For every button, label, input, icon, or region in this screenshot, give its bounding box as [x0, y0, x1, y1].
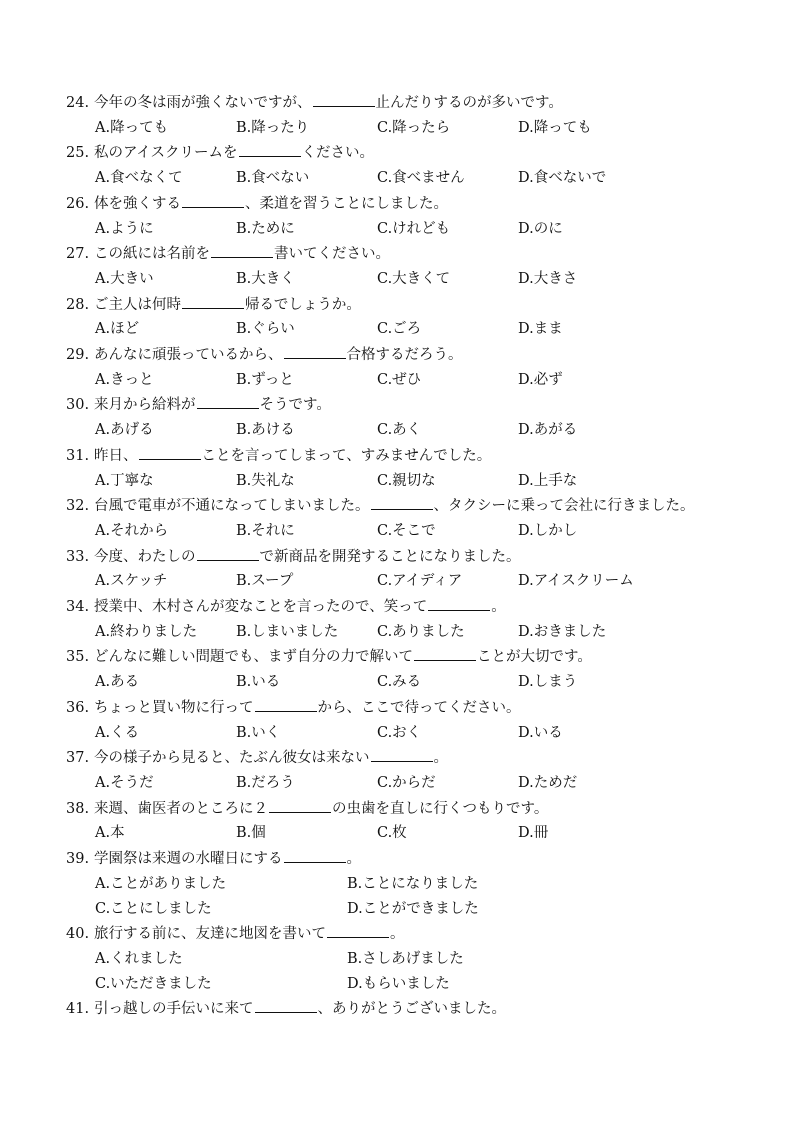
question-number: 27.	[66, 246, 90, 263]
question-number: 25.	[66, 145, 90, 162]
stem-text-after: 、柔道を習うことにしました。	[245, 195, 448, 212]
option-d: D.アイスクリーム	[518, 573, 634, 590]
question-number: 31.	[66, 447, 90, 464]
option-d: D.おきました	[518, 623, 607, 640]
options-row	[66, 418, 734, 443]
stem-text-after: そうです。	[259, 397, 331, 414]
question-40	[66, 921, 734, 996]
question-number: 29.	[66, 347, 90, 364]
options-row	[66, 972, 734, 997]
answer-blank	[211, 241, 273, 258]
question-38	[66, 796, 734, 846]
question-stem	[66, 392, 734, 418]
option-a: A.食べなくて	[95, 170, 183, 187]
option-d: D.もらいました	[347, 975, 450, 992]
answer-blank	[255, 996, 317, 1013]
option-d: D.のに	[518, 220, 563, 237]
option-a: A.そうだ	[95, 774, 154, 791]
question-stem	[66, 594, 734, 620]
option-d: D.降っても	[518, 119, 592, 136]
question-stem	[66, 544, 734, 570]
option-d: D.上手な	[518, 472, 578, 489]
options-row	[66, 519, 734, 544]
stem-text-after: 、タクシーに乗って会社に行きました。	[433, 498, 695, 515]
question-stem	[66, 493, 734, 519]
question-29	[66, 342, 734, 392]
stem-text-before: どんなに難しい問題でも、まず自分の力で解いて	[94, 649, 413, 666]
options-row	[66, 116, 734, 141]
options-row	[66, 897, 734, 922]
option-b: B.降ったり	[236, 119, 310, 136]
question-37	[66, 745, 734, 795]
options-row	[66, 821, 734, 846]
option-a: A.大きい	[95, 270, 154, 287]
stem-text-after: の虫歯を直しに行くつもりです。	[332, 800, 549, 817]
options-row	[66, 771, 734, 796]
question-number: 28.	[66, 296, 90, 313]
question-36	[66, 695, 734, 745]
option-d: D.食べないで	[518, 170, 607, 187]
option-b: B.ぐらい	[236, 321, 295, 338]
stem-text-after: 、ありがとうございました。	[317, 1001, 506, 1018]
option-a: A.くれました	[95, 950, 183, 967]
option-d: D.必ず	[518, 371, 563, 388]
option-a: A.本	[95, 825, 125, 842]
question-number: 32.	[66, 498, 90, 515]
answer-blank	[255, 695, 317, 712]
option-d: D.ことができました	[347, 900, 479, 917]
option-a: A.ある	[95, 674, 140, 691]
answer-blank	[139, 443, 201, 460]
answer-blank	[239, 140, 301, 157]
stem-text-after: 。	[433, 750, 448, 767]
question-31	[66, 443, 734, 493]
question-number: 34.	[66, 599, 90, 616]
options-row	[66, 267, 734, 292]
options-row	[66, 721, 734, 746]
question-number: 33.	[66, 548, 90, 565]
options-row	[66, 569, 734, 594]
answer-blank	[284, 342, 346, 359]
stem-text-after: ことが大切です。	[477, 649, 592, 666]
question-30	[66, 392, 734, 442]
option-a: A.くる	[95, 724, 140, 741]
stem-text-after: 書いてください。	[274, 246, 390, 263]
answer-blank	[197, 392, 259, 409]
option-a: A.きっと	[95, 371, 154, 388]
option-c: C.そこで	[377, 522, 436, 539]
question-stem	[66, 695, 734, 721]
option-b: B.ことになりました	[347, 875, 479, 892]
options-row	[66, 368, 734, 393]
option-b: B.しまいました	[236, 623, 339, 640]
question-39	[66, 846, 734, 921]
option-c: C.アイディア	[377, 573, 463, 590]
answer-blank	[428, 594, 490, 611]
option-c: C.からだ	[377, 774, 436, 791]
option-c: C.親切な	[377, 472, 436, 489]
stem-text-before: 今年の冬は雨が強くないですが、	[94, 95, 312, 111]
answer-blank	[197, 544, 259, 561]
option-c: C.ことにしました	[95, 900, 212, 917]
stem-text-after: ください。	[301, 145, 375, 162]
question-41	[66, 996, 734, 1022]
question-32	[66, 493, 734, 543]
stem-text-before: 台風で電車が不通になってしまいました。	[94, 498, 370, 515]
question-number: 26.	[66, 195, 90, 212]
stem-text-after: から、ここで待ってください。	[317, 699, 521, 716]
question-26	[66, 191, 734, 241]
option-b: B.だろう	[236, 774, 295, 791]
option-d: D.あがる	[518, 422, 578, 439]
answer-blank	[313, 90, 375, 107]
option-b: B.食べない	[236, 170, 310, 187]
options-row	[66, 217, 734, 242]
stem-text-before: 昨日、	[94, 447, 138, 464]
stem-text-before: 体を強くする	[94, 195, 181, 212]
question-number: 38.	[66, 800, 90, 817]
question-stem	[66, 745, 734, 771]
question-number: 36.	[66, 699, 90, 716]
option-b: B.個	[236, 825, 266, 842]
stem-text-after: 帰るでしょうか。	[245, 296, 361, 313]
question-number: 24.	[66, 95, 90, 111]
question-35	[66, 644, 734, 694]
answer-blank	[269, 796, 331, 813]
answer-blank	[371, 493, 433, 510]
option-d: D.ためだ	[518, 774, 578, 791]
option-b: B.いる	[236, 674, 281, 691]
options-row	[66, 317, 734, 342]
question-stem	[66, 292, 734, 318]
question-number: 40.	[66, 926, 90, 943]
answer-blank	[414, 644, 476, 661]
option-c: C.あく	[377, 422, 422, 439]
question-stem	[66, 996, 734, 1022]
stem-text-before: 旅行する前に、友達に地図を書いて	[94, 926, 326, 943]
options-row	[66, 620, 734, 645]
options-row	[66, 872, 734, 897]
option-d: D.いる	[518, 724, 563, 741]
stem-text-after: 。	[346, 851, 361, 868]
option-a: A.終わりました	[95, 623, 198, 640]
answer-blank	[371, 745, 433, 762]
option-d: D.しまう	[518, 674, 578, 691]
question-33	[66, 544, 734, 594]
option-a: A.あげる	[95, 422, 154, 439]
question-stem	[66, 90, 734, 116]
question-28	[66, 292, 734, 342]
stem-text-before: 私のアイスクリームを	[94, 145, 238, 162]
option-c: C.けれども	[377, 220, 451, 237]
stem-text-after: ことを言ってしまって、すみませんでした。	[201, 447, 492, 464]
question-27	[66, 241, 734, 291]
option-a: A.スケッチ	[95, 573, 168, 590]
option-c: C.降ったら	[377, 119, 451, 136]
stem-text-before: この紙には名前を	[94, 246, 210, 263]
option-a: A.丁寧な	[95, 472, 154, 489]
stem-text-after: 止んだりするのが多いです。	[375, 95, 563, 111]
answer-blank	[182, 292, 244, 309]
stem-text-before: 今の様子から見ると、たぶん彼女は来ない	[94, 750, 370, 767]
option-c: C.枚	[377, 825, 407, 842]
stem-text-after: 。	[390, 926, 405, 943]
option-b: B.それに	[236, 522, 295, 539]
question-stem	[66, 191, 734, 217]
question-stem	[66, 796, 734, 822]
option-a: A.ことがありました	[95, 875, 227, 892]
option-b: B.あける	[236, 422, 295, 439]
option-b: B.ために	[236, 220, 295, 237]
question-stem	[66, 846, 734, 872]
question-24	[66, 90, 734, 140]
options-row	[66, 166, 734, 191]
option-a: A.ように	[95, 220, 154, 237]
option-c: C.ありました	[377, 623, 465, 640]
option-d: D.大きさ	[518, 270, 578, 287]
stem-text-before: 来月から給料が	[94, 397, 196, 414]
option-d: D.まま	[518, 321, 563, 338]
option-b: B.さしあげました	[347, 950, 464, 967]
question-number: 41.	[66, 1001, 90, 1018]
option-c: C.おく	[377, 724, 422, 741]
stem-text-before: ちょっと買い物に行って	[94, 699, 254, 716]
stem-text-after: 合格するだろう。	[346, 347, 463, 364]
option-c: C.大きくて	[377, 270, 451, 287]
stem-text-after: で新商品を開発することになりました。	[259, 548, 521, 565]
answer-blank	[327, 921, 389, 938]
question-stem	[66, 241, 734, 267]
stem-text-before: あんなに頑張っているから、	[94, 347, 283, 364]
option-b: B.いく	[236, 724, 281, 741]
question-number: 30.	[66, 397, 90, 414]
stem-text-after: 。	[491, 599, 506, 616]
option-a: A.ほど	[95, 321, 140, 338]
stem-text-before: 引っ越しの手伝いに来て	[94, 1001, 254, 1018]
question-number: 37.	[66, 750, 90, 767]
question-25	[66, 140, 734, 190]
stem-text-before: 授業中、木村さんが変なことを言ったので、笑って	[94, 599, 428, 616]
option-d: D.しかし	[518, 522, 578, 539]
question-stem	[66, 921, 734, 947]
option-b: B.ずっと	[236, 371, 294, 388]
answer-blank	[284, 846, 346, 863]
option-c: C.いただきました	[95, 975, 212, 992]
options-row	[66, 947, 734, 972]
option-a: A.降っても	[95, 119, 169, 136]
options-row	[66, 670, 734, 695]
stem-text-before: 学園祭は来週の水曜日にする	[94, 851, 283, 868]
question-stem	[66, 140, 734, 166]
question-stem	[66, 644, 734, 670]
option-b: B.スープ	[236, 573, 294, 590]
question-number: 35.	[66, 649, 90, 666]
stem-text-before: 来週、歯医者のところに２	[94, 800, 268, 817]
question-number: 39.	[66, 851, 90, 868]
option-a: A.それから	[95, 522, 169, 539]
option-c: C.食べません	[377, 170, 465, 187]
question-stem	[66, 443, 734, 469]
option-b: B.失礼な	[236, 472, 295, 489]
question-stem	[66, 342, 734, 368]
option-c: C.みる	[377, 674, 422, 691]
question-34	[66, 594, 734, 644]
option-d: D.冊	[518, 825, 549, 842]
answer-blank	[182, 191, 244, 208]
option-c: C.ぜひ	[377, 371, 422, 388]
stem-text-before: ご主人は何時	[94, 296, 181, 313]
stem-text-before: 今度、わたしの	[94, 548, 196, 565]
option-c: C.ごろ	[377, 321, 422, 338]
options-row	[66, 469, 734, 494]
option-b: B.大きく	[236, 270, 295, 287]
